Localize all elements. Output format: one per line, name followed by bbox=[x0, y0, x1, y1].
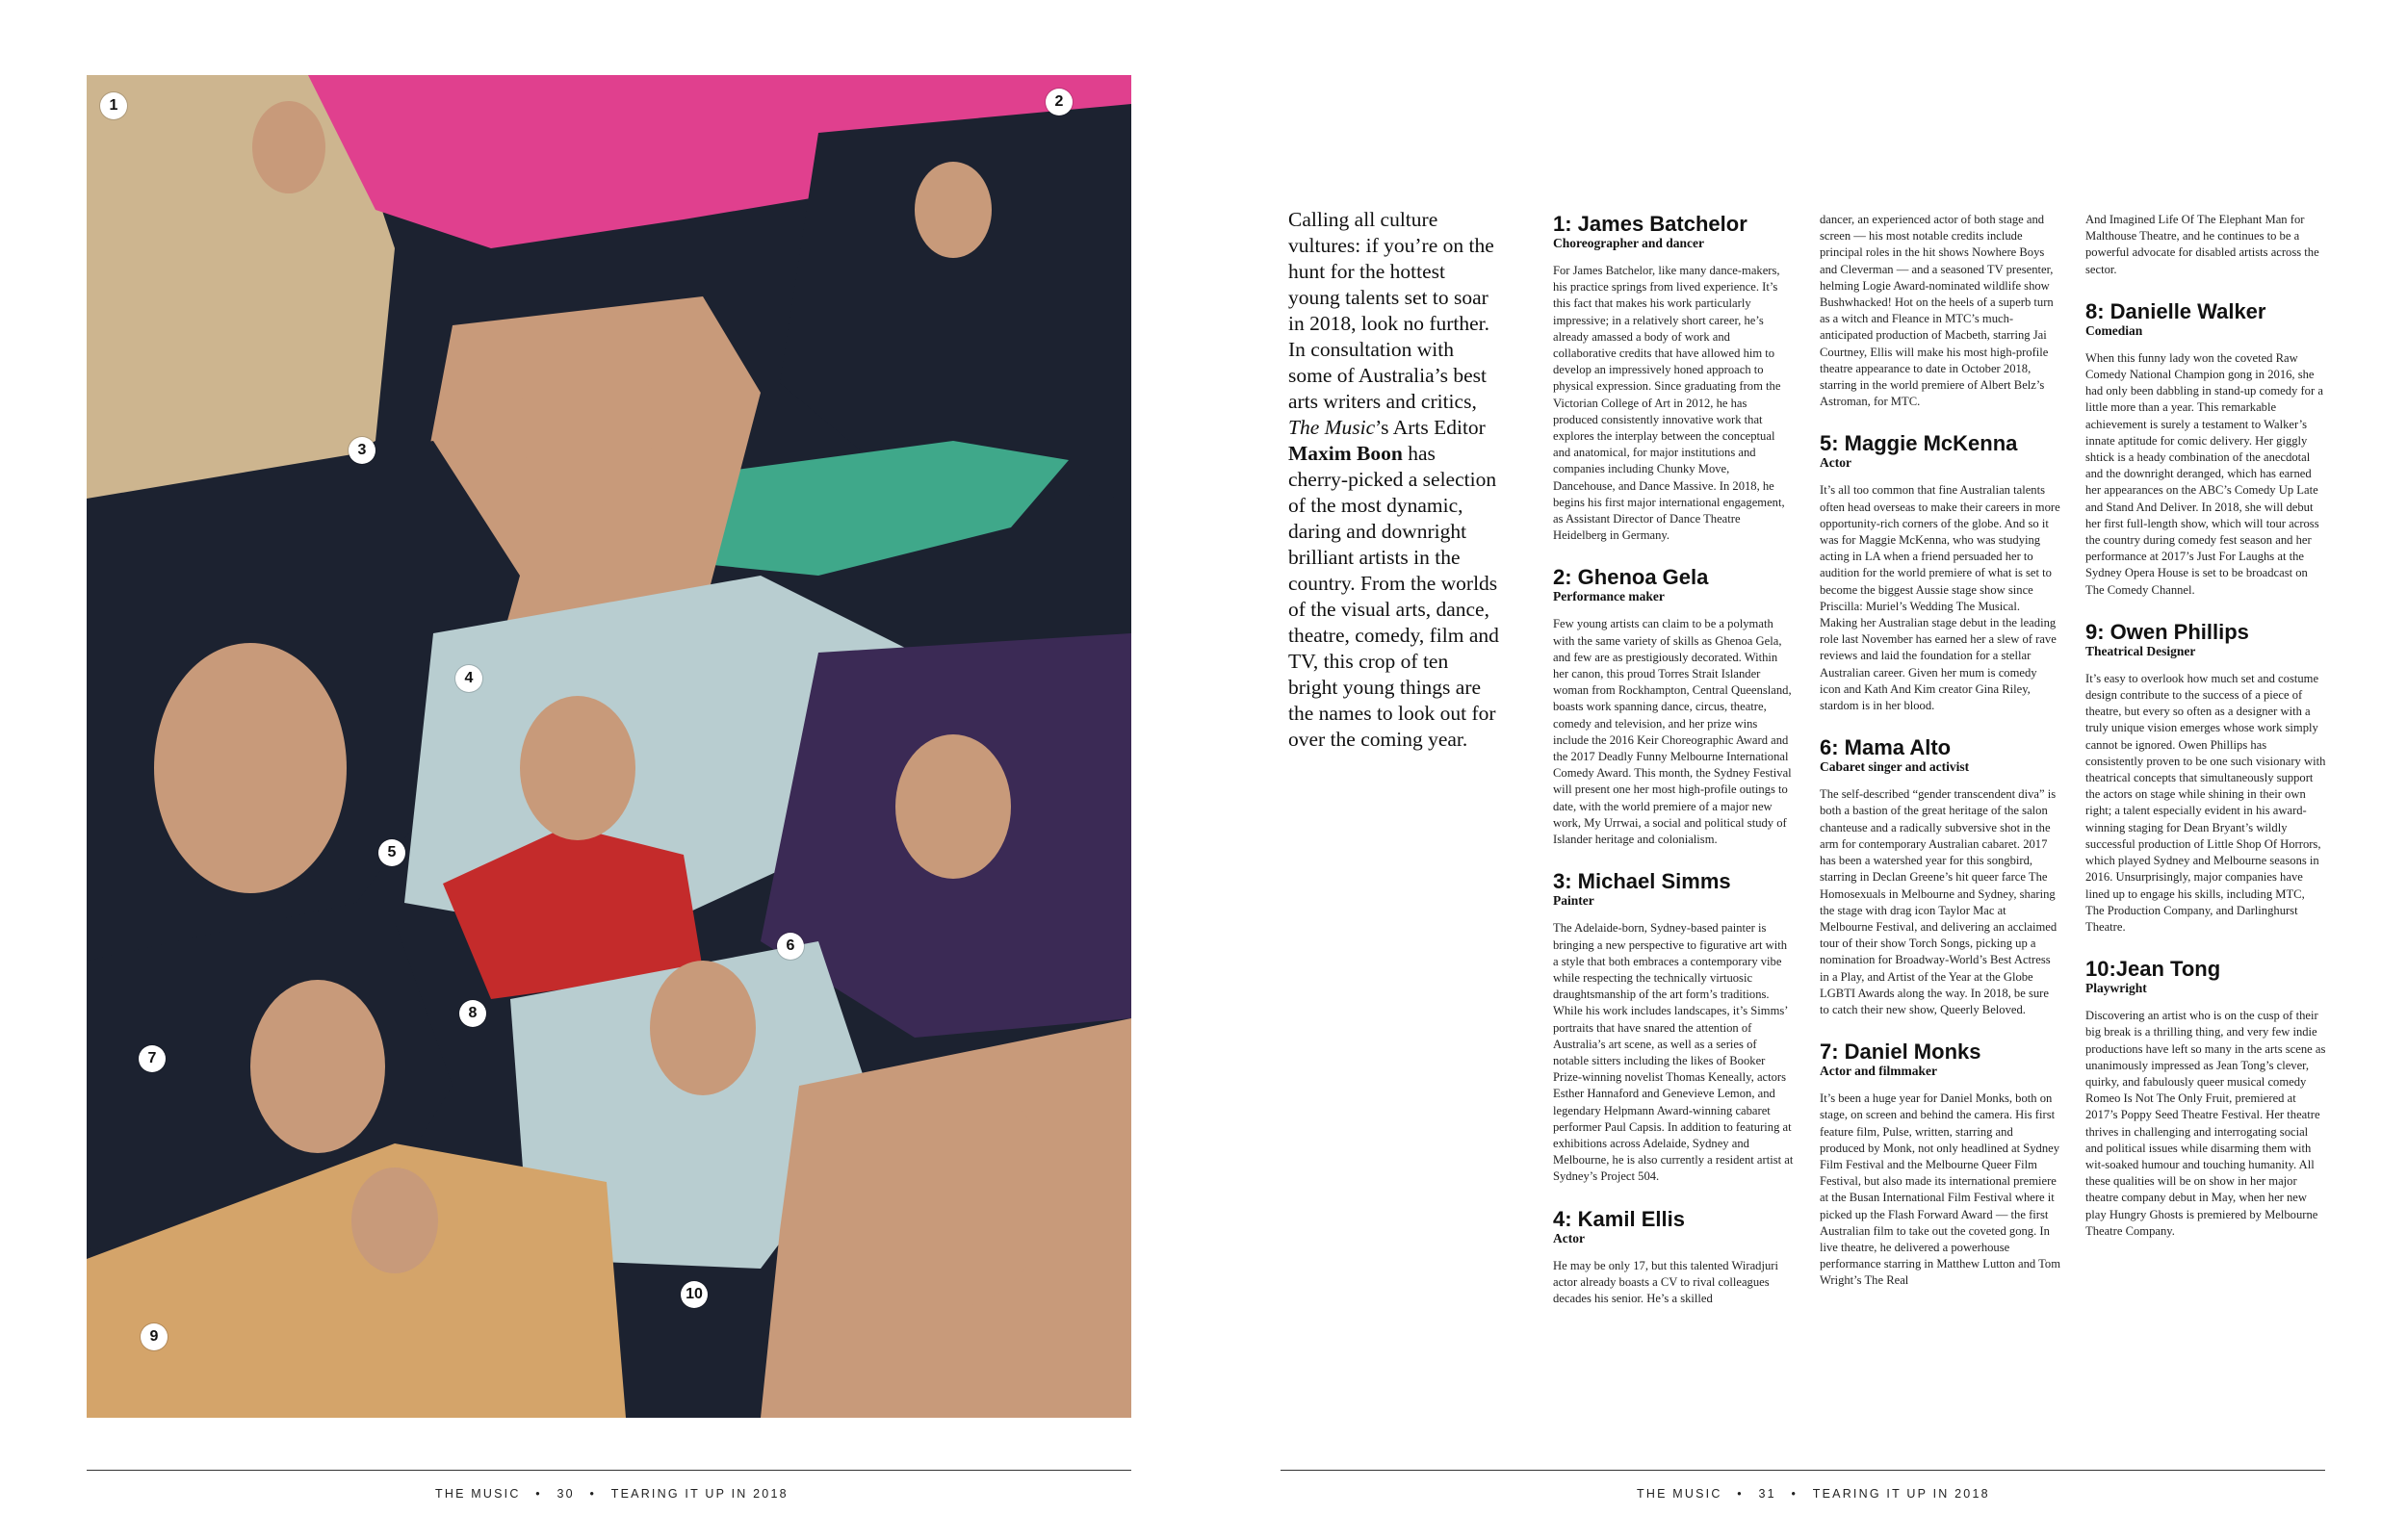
article-column-2 bbox=[1820, 212, 2060, 1311]
face-2 bbox=[915, 162, 992, 258]
badge-10: 10 bbox=[681, 1281, 708, 1308]
entry-1 bbox=[1553, 212, 1794, 544]
footer-left-sep-2: • bbox=[589, 1487, 597, 1501]
face-4 bbox=[154, 643, 347, 893]
collage-art bbox=[87, 75, 1131, 1418]
entry-5-body: It’s all too common that fine Australian talents often head overseas to make their careers in more opportunity-rich corners of the globe. And so it was for Maggie McKenna, who was studying acting in LA when a friend persuaded her to audition for the world premiere of what is set to become the biggest Aussie stage show since Priscilla: Muriel’s Wedding The Musical. Making her Australian stage debut in the leading role last November has earned her a slew of rave reviews and laid the foundation for a stellar Australian career. Given her mum is comedy icon and Kath And Kim creator Gina Riley, stardom is in her blood. bbox=[1820, 483, 2060, 713]
entry-7-name: 7: Daniel Monks bbox=[1820, 1040, 1981, 1065]
entry-10-name: 10:Jean Tong bbox=[2085, 957, 2221, 982]
footer-left-page-number: 30 bbox=[556, 1487, 575, 1501]
intro-middle: ’s Arts Editor bbox=[1375, 416, 1486, 439]
entry-3-role: Painter bbox=[1553, 893, 1594, 909]
photo-collage bbox=[87, 75, 1131, 1418]
footer-right-section: TEARING IT UP IN 2018 bbox=[1812, 1487, 1990, 1501]
footer-right-sep-2: • bbox=[1791, 1487, 1799, 1501]
entry-3-body: The Adelaide-born, Sydney-based painter is bringing a new perspective to figurative art with a style that both embraces a contemporary vibe while respecting the technically virtuosic draughtsmanship of the art form’s traditions. While his work includes landscapes, it’s Simms’ portraits that have snared the attention of Australia’s art scene, as well as a series of notable sitters including the likes of Booker Prize-winning novelist Thomas Keneally, actors Esther Hannaford and Genevieve Lemon, and legendary Helpmann Award-winning cabaret performer Paul Capsis. In addition to featuring at exhibitions across Adelaide, Sydney and Melbourne, he is also currently a resident artist at Sydney’s Project 504. bbox=[1553, 921, 1794, 1184]
face-3 bbox=[520, 335, 655, 508]
badge-1: 1 bbox=[100, 92, 127, 119]
footer-right-page-number: 31 bbox=[1758, 1487, 1776, 1501]
badge-8: 8 bbox=[459, 1000, 486, 1027]
article-column-1 bbox=[1553, 212, 1794, 1328]
entry-6 bbox=[1820, 735, 2060, 1018]
face-8 bbox=[650, 961, 756, 1095]
entry-9-name: 9: Owen Phillips bbox=[2085, 619, 2249, 644]
entry-9-role: Theatrical Designer bbox=[2085, 643, 2196, 658]
entry-7-role: Actor and filmmaker bbox=[1820, 1064, 1937, 1079]
footer-right bbox=[1637, 1487, 1990, 1504]
entry-10-body: Discovering an artist who is on the cusp of their big break is a thrilling thing, and very few indie productions have left so many in the arts scene as unanimously impressed as Jean Tong’s clever, quirky, and fabulously queer musical comedy Romeo Is Not The Only Fruit, premiered at 2017’s Poppy Seed Theatre Festival. Her theatre thrives in challenging and interrogating social and political issues while disarming them with wit-soaked humour and touching humanity. All these qualities will be on show in her major theatre company debut in May, when her new play Hungry Ghosts is premiered by Melbourne Theatre Company. bbox=[2085, 1009, 2326, 1238]
footer-left bbox=[435, 1487, 789, 1504]
footer-left-sep-1: • bbox=[535, 1487, 542, 1501]
badge-9: 9 bbox=[141, 1323, 168, 1350]
entry-4-role: Actor bbox=[1553, 1230, 1585, 1245]
badge-2: 2 bbox=[1046, 89, 1073, 116]
entry-8-role: Comedian bbox=[2085, 322, 2143, 338]
entry-7-body: It’s been a huge year for Daniel Monks, both on stage, on screen and behind the camera. His first feature film, Pulse, written, starring and produced by Monk, not only headlined at Sydney Film Festival and the Melbourne Queer Film Festival, but also made its international premiere at the Busan International Film Festival where it picked up the Flash Forward Award — the first Australian film to take out the coveted gong. In live theatre, he delivered a powerhouse performance starring in Matthew Lutton and Tom Wright’s The Real bbox=[1820, 1091, 2060, 1288]
face-7 bbox=[250, 980, 385, 1153]
entry-9-body: It’s easy to overlook how much set and costume design contribute to the success of a piece of theatre, but every so often as a designer with a truly unique vision emerges whose work simply cannot be ignored. Owen Phillips has consistently proven to be one such visionary with theatrical concepts that simultaneously support the actors on stage while shining in their own right; a talent especially evident in his award-winning staging for Dean Bryant’s wildly successful production of Little Shop Of Horrors, which played Sydney and Melbourne seasons in 2016. Unsurprisingly, major companies have lined up to engage his skills, including MTC, The Production Company, and Darlinghurst Theatre. bbox=[2085, 671, 2326, 934]
badge-5: 5 bbox=[378, 839, 405, 866]
entry-2-body: Few young artists can claim to be a polymath with the same variety of skills as Ghenoa Gela, and few are as prestigiously decorated. Within her canon, this proud Torres Strait Islander woman from Rockhampton, Central Queensland, boasts work spanning dance, circus, theatre, comedy and television, and her prize wins include the 2016 Keir Choreographic Award and the 2017 Deadly Funny Melbourne International Comedy Award. This month, the Sydney Festival will present one her most high-profile outings to date, with the world premiere of a major new work, My Urrwai, a social and political study of Islander heritage and colonialism. bbox=[1553, 617, 1792, 847]
badge-7: 7 bbox=[139, 1045, 166, 1072]
intro-magazine: The Music bbox=[1288, 416, 1376, 439]
entry-4-continued: dancer, an experienced actor of both stage and screen — his most notable credits include principal roles in the hit shows Nowhere Boys and Cleverman — and a seasoned TV presenter, helming Logie Award-nominated wildlife show Bushwhacked! Hot on the heels of a superb turn as a witch and Fleance in MTC’s much-anticipated production of Macbeth, starring Jai Courtney, Ellis will make his most high-profile theatre appearance to date in October 2018, starring in the world premiere of Albert Belz’s Astroman, for MTC. bbox=[1820, 213, 2054, 409]
face-10 bbox=[857, 1076, 1049, 1307]
entry-4-body: He may be only 17, but this talented Wiradjuri actor already boasts a CV to rival colleagues decades his senior. He’s a skilled bbox=[1553, 1258, 1778, 1305]
entry-8 bbox=[2085, 299, 2326, 599]
badge-6: 6 bbox=[777, 933, 804, 960]
intro-text bbox=[1288, 207, 1500, 753]
entry-7 bbox=[1820, 1040, 2060, 1289]
entry-6-name: 6: Mama Alto bbox=[1820, 735, 1952, 760]
face-1 bbox=[252, 101, 325, 193]
entry-2 bbox=[1553, 565, 1794, 848]
entry-5-role: Actor bbox=[1820, 455, 1851, 471]
entry-8-name: 8: Danielle Walker bbox=[2085, 298, 2266, 323]
entry-4-name: 4: Kamil Ellis bbox=[1553, 1206, 1685, 1231]
intro-before: Calling all culture vultures: if you’re on the hunt for the hottest young talents set to soar in 2018, look no further. In consultation with some of Australia’s best arts writers and critics, bbox=[1288, 208, 1494, 413]
badge-3: 3 bbox=[349, 437, 375, 464]
entry-1-name: 1: James Batchelor bbox=[1553, 212, 1747, 236]
entry-9 bbox=[2085, 620, 2326, 936]
entry-2-role: Performance maker bbox=[1553, 589, 1665, 604]
face-5 bbox=[520, 696, 635, 840]
footer-rule-left bbox=[87, 1470, 1131, 1471]
face-9 bbox=[351, 1168, 438, 1273]
badge-4: 4 bbox=[455, 665, 482, 692]
intro-after: has cherry-picked a selection of the most dynamic, daring and downright brilliant artists in the country. From the worlds of the visual arts, dance, theatre, comedy, film and TV, this crop of ten bright young things are the names to look out for over the coming year. bbox=[1288, 442, 1499, 751]
footer-left-brand: THE MUSIC bbox=[435, 1487, 521, 1501]
entry-5 bbox=[1820, 431, 2060, 714]
entry-10 bbox=[2085, 957, 2326, 1240]
entry-2-name: 2: Ghenoa Gela bbox=[1553, 565, 1709, 590]
entry-1-role: Choreographer and dancer bbox=[1553, 236, 1705, 250]
entry-3-name: 3: Michael Simms bbox=[1553, 869, 1731, 894]
entry-4 bbox=[1553, 1207, 1794, 1308]
footer-right-sep-1: • bbox=[1737, 1487, 1744, 1501]
face-6 bbox=[895, 734, 1011, 879]
footer-rule-right bbox=[1281, 1470, 2325, 1471]
entry-10-role: Playwright bbox=[2085, 981, 2147, 996]
footer-left-section: TEARING IT UP IN 2018 bbox=[610, 1487, 789, 1501]
entry-3 bbox=[1553, 869, 1794, 1185]
entry-7-continued: And Imagined Life Of The Elephant Man for Malthouse Theatre, and he continues to be a powerful advocate for disabled artists across the sector. bbox=[2085, 213, 2319, 276]
entry-6-role: Cabaret singer and activist bbox=[1820, 759, 1970, 775]
footer-right-brand: THE MUSIC bbox=[1637, 1487, 1722, 1501]
article-column-3 bbox=[2085, 212, 2326, 1261]
entry-5-name: 5: Maggie McKenna bbox=[1820, 431, 2018, 456]
entry-1-body: For James Batchelor, like many dance-makers, his practice springs from lived experience. It’s this fact that makes his work particularly impressive; in a relatively short career, he’s already amassed a body of work and collaborative credits that have allowed him to develop an impressively honed approach to physical expression. Since graduating from the Victorian College of Art in 2012, he has produced consistently innovative work that explores the interplay between the conceptual and anatomical, for major institutions and companies including Chunky Move, Dancehouse, and Dance Massive. In 2018, he begins his first major international engagement, as Assistant Director of Dance Theatre Heidelberg in Germany. bbox=[1553, 264, 1785, 543]
entry-6-body: The self-described “gender transcendent diva” is both a bastion of the great heritage of the salon chanteuse and a radically subversive shot in the arm for contemporary Australian cabaret. 2017 has been a watershed year for this songbird, starring in Declan Greene’s hit queer farce The Homosexuals in Melbourne and Sydney, sharing the stage with drag icon Taylor Mac at Melbourne Festival, and delivering an acclaimed tour of their show Torch Songs, picking up a nomination for Broadway-World’s Best Actress in a Play, and Artist of the Year at the Globe LGBTI Awards along the way. In 2018, be sure to catch their new show, Queerly Beloved. bbox=[1820, 787, 2058, 1016]
entry-8-body: When this funny lady won the coveted Raw Comedy National Champion gong in 2016, she had only been dabbling in stand-up comedy for a little more than a year. This remarkable achievement is surely a testament to Walker’s innate aptitude for comic delivery. Her giggly shtick is a heady combination of the anecdotal and the downright deranged, which has earned her appearances on the ABC’s Comedy Up Late and Stand And Deliver. In 2018, she will debut her first full-length show, which will tour across the country during comedy fest season and her performance at 2017’s Just For Laughs at the Sydney Opera House is set to be broadcast on The Comedy Channel. bbox=[2085, 350, 2323, 597]
intro-editor: Maxim Boon bbox=[1288, 442, 1403, 465]
